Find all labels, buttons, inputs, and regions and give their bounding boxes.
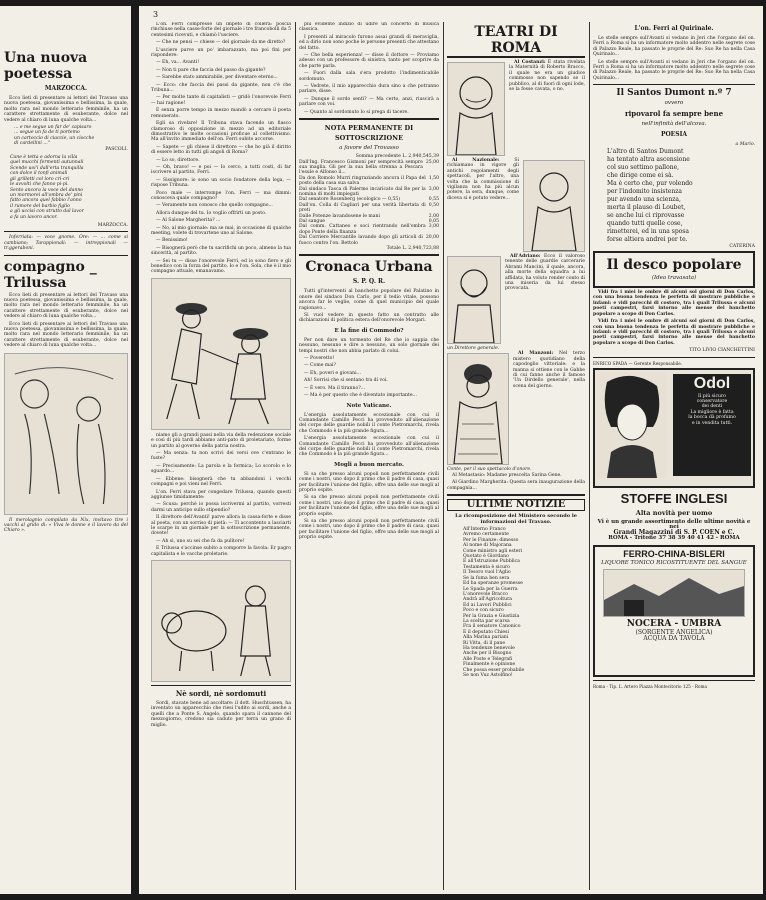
verse: se anche lui ci riprovasse [607,211,685,219]
entry-amount: 20,00 [425,235,439,241]
odol-brand: Odol [693,374,731,392]
divider [593,680,755,681]
main-page [139,6,763,894]
paragraph: Vidi fra i miei le ombre di alcuni sol giorni di Don Carlos, con una buona tendenza le perfetta di mostrare pubbliche e infami: e vidi parecchi di costoro, tra i quali Trilussa e alcuni poeti campestri, farsi intorno alle mense del banchetto popolare a scopo di Don Carlos. [593,319,755,346]
paragraph: — Ebbene: bisognerà che tu abbandoni i vecchi compagni e poi vieni nel Ferri. [151,476,291,488]
left-body-filler-2: Ecco lieti di presentare ai lettori del Travaso una nuova poetessa, giovanissima e bellissima, la quale, molto rara nel mondo letterario femminile, ha un carattere strettamente di esuberante, dolce nel vedere al chiaro di luna qualche volta... [4,321,128,349]
poesia-heading: POESIA [660,131,688,139]
ferri-trilussa-illustration [151,278,291,430]
column-rule [443,22,444,890]
paragraph: Al Giardino Margherita: Questa sera inaugurazione della compagnia... [447,480,585,491]
verse: gli grilletti col loro cri-cri [10,176,70,182]
paragraph: Poco male — interrompe l'on. Ferri — ma dimmi: conosceva quale compagno? [151,190,291,201]
verse: col suo settimo pallone, [607,163,680,171]
entry [299,235,439,246]
left-page [0,6,131,894]
entry-text: Dal comm. Cattaneo e soci rientrando nell'ombra dopo Ponte della finanza [299,224,426,235]
chron-sub-3: Mogli a buon mercato. [334,461,404,468]
paragraph: L'energia assolutamente eccezionale con cui il Comandante Camillo Pecci ha provveduto all'alienazione del corpo delle guardie nobili il conte Pietromarchi, rivela che Commodo è la più grande figura... [299,436,439,458]
paragraph: — Che bella esperienza! — disse il dottore — Proviamo adesso con un professore di sinistra, tanto per scoprire da che parte parla. [299,53,439,69]
verse: Avremo certamente [463,532,509,538]
paragraph: — Scusa: perchè io possa iscrivermi al partito, vorresti darmi un anticipo sullo stipendio? [151,502,291,513]
ultime-poem [447,527,585,678]
verse: Ed ha speranze promesse [463,581,523,587]
divider [4,231,128,232]
paragraph: — Ah sì, uno su sei che fa da pulitore! [156,538,245,544]
nocera-title: NOCERA - UMBRA [626,619,722,630]
verse: quel mucchi fermenti autunnali [10,160,84,166]
poem-line: ... segue un fa de ti portemo [14,130,80,136]
paragraph: L'energia assolutamente eccezionale con cui il Comandante Camillo Pecci ha provveduto all'alienazione del corpo delle guardie nobili il conte Pietromarchi, rivela che Commodo è la più grande figura... [299,412,439,434]
verse: un mormorei all'ombra de' pini [10,192,83,198]
left-body-filler: Ecco lieti di presentare ai lettori del Travaso una nuova poetessa, giovanissima e bellissima, la quale, molto rara nel mondo letterario femminile, ha un carattere strettamente di esuberante, dolce nel vedere al chiaro di luna qualche volta... [4,292,128,320]
entry-text: Dal sindaco Tasca di Palermo incaricato dal Re per la nomina di molti impiegati [299,186,426,197]
entry-amount: 0,55 [428,197,439,203]
verse: Per la Grazia e Giustizia [463,613,520,619]
left-title: Una nuova poetessa [4,50,88,82]
paragraph: Si vuol vedere in questo fatto un contratto alle dichiarazioni di politica estera dell'onorevole Morgari. [299,313,439,324]
verse: Sento ancora la voce del danno [10,187,84,193]
column-rule [589,22,590,890]
left-poem [4,125,128,152]
divider [299,118,439,120]
paragraph: — Eh, va... Avanti! [156,60,200,66]
paragraph: — Ma è per questo che è diventato importante... [304,393,417,399]
paragraph: — Ma senza: tu non scrivi dei versi ove c'entrano le fuste? [151,451,291,462]
teatro-label: Al Costanzi: [514,60,546,65]
verse: a gli uccisi con strutto dal lavor [10,209,84,215]
column-rule [295,22,296,890]
stoffe-store: Grandi Magazzini di S. P. COEN e C. [613,529,735,537]
paragraph: Per non dare un tormento del Re che io sappia che nessuno, nessuno e dire a nessuno, un solo giornale dei tempi nostri che non abbia parlato di colui. [299,337,439,354]
verse: Andrà all'Agricoltura [463,597,513,603]
entry [299,176,439,187]
odol-line: dei denti [701,404,723,410]
santos-poem [593,148,755,244]
santos-sub-2: ripovarol fa sempre bene [624,109,724,119]
verse: forse altiera andrei per te. [607,235,688,243]
verse: Il Tesoro vuol l'Aglio [463,570,511,576]
verse: Al nome di Majorana [463,543,512,549]
odol-panel [673,374,751,476]
verse: il rumore del barbio figlio [10,203,70,209]
verse: Alla Marina pariani [463,635,509,641]
poem-line: un cartoccio di ciaccie, un ciocche [14,135,95,141]
entry-amount: 0,50 [428,202,439,208]
paragraph: Si sa che presso alcuni popoli non perfettamente civili come i nostri, uno dopo il primo che il padre di casa, quasi per facilitare l'unione del figlio, offre una delle sue mogli al proprio ospite. [299,471,439,493]
paragraph: — Benissimo! [156,238,188,244]
verse: Alle Poste e Telegrafi [463,656,513,662]
desco-box [593,251,755,288]
ultime-heading: ULTIME NOTIZIE [447,499,585,511]
paragraph: — Bisognerà però che tu sacrifichi un poco, almeno la tua sincerità, al partito. [151,245,291,257]
verse: rimetterei, ed in una sposa [607,227,689,235]
entries-list [299,160,439,247]
entry [299,224,439,235]
paragraph: Vidi fra i miei le ombre di alcuni sol giorni di Don Carlos, con una buona tendenza le perfetta di mostrare pubbliche e infami: e vidi parecchi di costoro, tra i quali Trilussa e alcuni poeti campestri, farsi intorno alle mense del banchetto popolare a scopo di Don Carlos. [593,290,755,317]
entry-amount: 2,00 [428,213,439,219]
entry-amount: 3,00 [428,186,439,192]
paragraph: — Dunque il sordo sentì? — Ma certo, anzi, riuscirà a parlare con voi. [299,96,439,108]
portrait-lady [447,353,509,465]
paragraph: Ah! Sorrisi che si sentano tra di voi. [304,378,388,384]
poem-line: ... e me segue un far de' capisaro [14,125,92,131]
teatro-label: Al Manzoni: [518,351,554,357]
paragraph: — Lo so, direttore. [156,157,200,163]
portrait-direttore [447,256,501,344]
odol-ad [593,368,755,488]
paragraph: — Quanto al sordomuto lo si prega di tacere. [304,109,409,115]
left-intro: Ecco lieti di presentare ai lettori del Travaso una nuova poetessa, giovanissima e bellissima, la quale, molto rara nel mondo letterario femminile, ha un carattere strettamente di esuberante, dolce nel vedere al chiaro di luna qualche volta... [4,96,128,123]
stoffe-ad [593,492,755,542]
odol-line: La migliore è fatta [690,409,734,415]
sordi-heading: Nè sordi, nè sordomuti [175,688,267,698]
santos-heading: Il Santos Dumont n.º 7 [616,88,732,99]
entry-text: Dal Corriere Mercantile lavando dopo gli articoli di fuoco contro l'on. Bettolo [299,235,423,246]
left-notes: Inferriata: — voce gnome. Ore: — ... come si cambiano; Tarappionali: — intreppionali — tr.ggeraboni. [4,235,128,252]
entry [299,160,439,176]
verse: Le Spada per la Guerra [463,586,518,592]
divider [4,255,128,256]
column-4 [593,22,755,890]
verse: Ha tendenze benevole [463,645,515,651]
verse: L'altro di Santos Dumont [607,147,684,155]
verse: merta il plauso di Loubet, [607,203,686,211]
verse: ha tentato altra ascensione [607,155,690,163]
teatro-label: Al Nazionale: [452,158,500,163]
verse: pur avendo una scienza, [607,195,681,203]
verse: a fa un lavoro ancor. [10,214,58,220]
paragraph: — Precisamente: La parola e la formica; Lo scorolo e lo sguardo... [151,463,291,475]
paragraph: — Sapete — gli chiese il direttore — che ho già il diritto di essere letto in tutti gli angoli di Roma? [151,144,291,156]
paragraph: — Come mai? [304,363,336,369]
divider [447,494,585,496]
paragraph: Al Metastasio: Madame prescelta Sarina Gene. [452,472,562,478]
caption: Conte, per il suo spettacolo d'onore. [447,467,532,473]
sottoscrizione-heading: NOTA PERMANENTE DI SOTTOSCRIZIONE [324,124,414,143]
verse: Finalmente è opinione [463,662,516,668]
paragraph: — Vedrete, il mio apparecchio dura sino a che potranno parlare, disse. [299,84,439,95]
paragraph: — Per molte tante di capitalisti — gridò l'onorevole Ferri — hai ragione! [151,95,291,106]
paragraph: — Non ti pare che faccia del passo da gigante? [156,67,266,73]
paragraph: più evidente indizio di udire un concerto di musica classica. [299,22,439,33]
portrait-bracco [447,62,505,156]
nocera-sub: (SORGENTE ANGELICA) [635,629,713,637]
paragraph: Sordi, stavate bene ad ascoltare: il dott. Huschtussen, ha inventato un apparecchio che riesi l'udito ai sordi, anche a quelli che a Ponte S. Angelo, quando spara il cannone del mezzogiorno, credono sia caduto per terra un grano di miglio. [151,700,291,728]
verse: Per le Finanze: dimesso [463,537,519,543]
verse: Anche per il Bisogno [463,651,512,657]
chron-sub-1: E la fine di Commodo? [334,327,404,334]
sum-total: Totale L. 2,940,723,88 [386,246,439,251]
entry-text: Dal senatore Rosenberg (ecologico — 0,55) [299,197,400,203]
paragraph: Allora dunque del tu. Io voglio offrirti un posto. [156,210,267,216]
portrait-mancini [523,160,585,252]
desco-heading: Il desco popolare [606,257,742,274]
verse: Che possa esser probabile [463,667,525,673]
verse: La scelta par scarsa [463,618,510,624]
pig-illustration [151,560,291,682]
left-signature: MARZOCCA. [97,222,128,228]
caption: un Direttore generale. [447,346,500,351]
column-2 [299,22,439,890]
verse: Poco e con sicuro [463,608,504,614]
entry-text: Dall'Ing. Francesco Gismoni per semprecità sempre sua maglia. Gli per la sua bella strenna a Pescara l'esule e Alfonso il... [299,159,423,176]
entry-text: Dall'on. Colla di Cagliari per una verità libertata di preti [299,202,426,214]
paragraph: Tutti gl'interventi al banchetto popolare del Palatino in onore del sindaco Don Carlo, per il tedio vitale, possono ancora far le veglie, come di quel municipio del quale ragionavo... [299,289,439,311]
gerente: ENRICO SPADA — Gerente Responsabile. [593,360,683,366]
verse: con dolce il tonfi animali [10,171,68,177]
divider [299,254,439,256]
column-1 [151,22,291,890]
odol-line: conservatore [696,398,728,404]
paragraph: L'on. Ferri compresse un impeto di collera: poscia rinchiuse nella casse-forte del giornale i tre francobolli da 5 centesimi ricevuti, e chiamò l'usciere. [151,22,291,38]
verse: E all'Istruzione Pubblica [463,559,520,565]
entry [299,187,439,198]
verse: Come ministro agli esteri [463,548,523,554]
paragraph: Si sa che presso alcuni popoli non perfettamente civili come i nostri, uno dopo il primo che il padre di casa, quasi per facilitare l'unione del figlio, offre una delle sue mogli al proprio ospite. [299,495,439,517]
entry-amount: 1,50 [428,175,439,181]
column-3 [447,22,585,890]
teatri-heading: TEATRI DI ROMA [447,24,585,58]
verse: Quotato è Giordano [463,554,509,560]
paragraph: E senza porre tempo in mezzo mandò a cercare il poeta remunerato. [151,108,291,119]
paragraph: — Eh, poveri e giovani... [304,370,361,376]
paragraph: — Poveretto! [304,356,335,362]
verse: Se non Vuz Astolfino! [463,673,513,678]
left-illustration [4,353,128,515]
stoffe-heading: STOFFE INGLESI [620,490,728,506]
entry-text: Dal sangue [299,218,326,224]
paragraph: — Che ne pensi — chiese — del giornale da me diretto? [156,40,286,46]
verse: Ma è certo che, pur volendo [607,179,693,187]
odol-lady-illustration [597,372,667,478]
verse: Se la fuma ben sera [463,575,510,581]
odol-line: e in vendita tutti. [691,420,733,426]
left-column [4,10,128,888]
paragraph: — No, al mio giornale: ma se mai, in occasione di qualche meeting, volete di trovartene uno al Salone. [151,225,291,236]
verse: Cane è tetta e adorna la villa [10,155,78,161]
verse: Fra il senatore Canonico [463,624,521,630]
poem-author: PASCOLI. [105,146,128,152]
entry-amount: 25,00 [425,159,439,165]
teatro-text: Ecco il valoroso tenente delle guardie carcerarie Abrami Mancini, il quale, ancora, alla morte della squadra a lui affidata, ha voluto render conto di una miseria da lui stesso provocata. [505,254,585,292]
entry [299,203,439,214]
entry-amount: 0,05 [428,218,439,224]
left-verses [4,155,128,220]
paragraph: L'usciere parve un po' imbarazzato, ma poi fini per rispondere: [151,47,291,59]
paragraph: — Sarebbe stato ammirabile, per diventare eterno... [156,75,278,81]
verse: che dirige come ei sà. [607,171,674,179]
teatro-label: All'Adriano: [510,254,541,259]
paragraph: Il direttore dell'Avanti! parve allora la cassa-forte e disse al poeta, con un sorriso di pietà: — Ti accontento a lasciarti le scarpe in un giornale per la sottoscrizione permanente, dovete! [151,515,291,537]
sum-previous: Somma precedente L. 2,940,545,39 [355,154,439,160]
entry-text: Da don Romolo Murri ringraziando ancora il Papa del posto della casa sua salva [299,175,426,187]
paragraph: — Oh, bravo! — e poi — Io cerco, a tutti costi, di far iscrivere al partito, Ferri. [151,164,291,176]
verse: L'onorevole Bracco [463,591,508,597]
paragraph: — Sissignore: io sono un socio fondatore della lega, — rispose Tribuna. [151,177,291,189]
verse: Ed ai Lavori Pubblici [463,602,512,608]
verse: per l'indomito insistenza [607,187,682,195]
paragraph: — Ecco: che faccia dei passi da gigante, non c'è che Tribuna... [151,82,291,94]
divider [593,84,755,85]
entry-amount: 3,00 [428,224,439,230]
paragraph: niamo gli a grandi passi nella via della redenzione sociale e così di più tardi abbiamo anti-pato di proletariato, forme un partito al governo della patria nostra. [151,432,291,449]
verse: quando tutti quelle cose, [607,219,683,227]
desco-sub: (Idea travasata) [651,275,697,282]
paragraph: — Fuori dalla sala s'era prodotto l'indimenticabile sordomuto. [299,71,439,82]
printer-footer: Roma - Tip. L. Artero Piazza Montecitorio 125 - Roma [593,684,708,690]
verse: fatto ancora quel fabbio l'anno [10,198,82,204]
left-subtitle: MARZOCCA. [44,85,88,92]
stoffe-text: Vi è un grande assortimento delle ultime novità e nei [597,518,751,530]
paragraph: Egli sa rivelare! Il Tribuna stava facendo un fiasco clamoroso di opposizione in mezzo ad un editoriale dimostrativo le molte occasioni proficue al collettivismo. Ma all'invito immediato dell'on. Ferri subito accorse. [151,121,291,143]
ferro-title: FERRO-CHINA-BISLERI [623,549,725,560]
poem-author: CATERINA [729,243,755,249]
verse: Ri Vitta, di il pane [463,640,506,646]
nocera-tag: ACQUA DA TAVOLA [643,634,705,642]
stoffe-address: ROMA - Tritone 37 38 39 40 41 42 - ROMA [608,534,740,541]
teatro-text: È stata rivelata la Maternità di Roberto Bracco, il quale ne era un giudice commosso non sapendo se il pubblico, al di fuori di ogni lode, se la fosse cavata, o no. [509,60,585,93]
paragraph: — Al Salone Margherita? ... [156,218,221,224]
verse: le avvolti che fanno pi-pi. [10,182,69,188]
cronaca-heading: Cronaca Urbana [305,259,433,276]
verse: Scende uoi'i dall'erta tranquilla [10,165,84,171]
divider [151,685,291,686]
stoffe-sub: Alta novità per uomo [635,508,713,517]
paragraph: Si sa che presso alcuni popoli non perfettamente civili come i nostri, uno dopo il primo che il padre di casa, quasi per facilitare l'unione del figlio, offre una delle sue mogli al proprio ospite. [299,519,439,541]
paragraph: Le stelle sempre sull'Avanti si vedano in Jeri che l'organo del on. Ferri a Roma si ha un informatore molto addentro nelle segrete cose di Palazzo Reale, ha passato le proprie del Re: Suo Re ha nella Casa Quirinalo... [593,59,755,81]
verse: Testamenta è sicuro [463,564,510,570]
page-number: 3 [153,10,159,19]
poem-line: di cardellini ..." [14,141,50,147]
santos-sub: ovvero [664,100,684,107]
paragraph: Le stelle sempre sull'Avanti si vedano in Jeri che l'organo del on. Ferri a Roma si ha un informatore molto addentro nelle segrete cose di Palazzo Reale, ha passato le proprie del Re: Suo Re ha nella Casa Quirinalo... [593,36,755,58]
paragraph: I presenti al miracolo furono assai grandi di meraviglia, ed a dirlo non sono poche le persone presenti che attestano del fatto. [299,34,439,51]
teatro-text: Nel terzo mistero quotidiano della capodoglio vittoriale: e la manna si ottiene con le Gabbe di cui fanno anche il famoso 'Un Dirdello generale', nella scena del giorno. [513,351,585,389]
ferro-text: LIQUORE TONICO RICOSTITUENTE DEL SANGUE [601,560,747,567]
spqr: S. P. Q. R. [352,278,386,286]
paragraph: — Veramente non conosco che quello compagno... [156,203,273,209]
odol-line: Il più sicuro [698,393,726,399]
verse: E il deputato Chiesi [463,629,509,635]
paragraph: E Trilussa s'accinse subito a comporre la favola: Er pagro capitalista e le vacche proletarie. [151,546,291,557]
paragraph: — Sei tu — disse l'onorevole Ferri, ed io sono fiero e gli benedico con la forza del partito. Io e l'on. Sola, che è il mio compagno attuale, emanavamo. [151,258,291,275]
entry-text: Dalle Potenze lavandosene le mani [299,213,380,219]
ferro-china-ad [593,545,755,677]
paragraph: — È vero. Ma il tiranno?... [304,385,366,391]
santos-sub-3: nell'infinità dell'alcova. [641,121,707,128]
divider [593,357,755,358]
poesia-dedication: a Mario. [735,142,755,148]
desco-signature: TITO LIVIO CIANCHETTINI [689,348,755,354]
quirinale-heading: L'on. Ferri al Quirinale. [634,25,714,32]
landscape-illustration [603,569,745,617]
left-title-2: compagno _ Trilussa [4,258,97,291]
sottoscrizione-sub: a favore del Trovasso [339,145,399,152]
verse: All'Interno Franco [463,527,506,533]
left-caption: Il merolagnio compilato da Nix, invitavo tire i vacchi al grido di: « Viva le donne e il lavoro da del Chiaro ». [4,517,128,534]
odol-line: la bocca dà profumo [688,415,736,421]
paragraph: L'on. Ferri stava per congedare Trilussa, quando questi aggiunse timidamente: [151,489,291,500]
ultime-sub: La ricomposizione del Ministero secondo le informazioni del Travaso. [455,513,577,526]
chron-sub-2: Note Vaticane. [346,402,392,409]
teatro-text: Si richiamano in vigore gli antichi regolamenti degli spettacoli, per l'altro, una volta che la commissione di vigilanza non ha più alcun potere, la sera, dunque, come diceva si è potuto vedere... [447,158,519,201]
